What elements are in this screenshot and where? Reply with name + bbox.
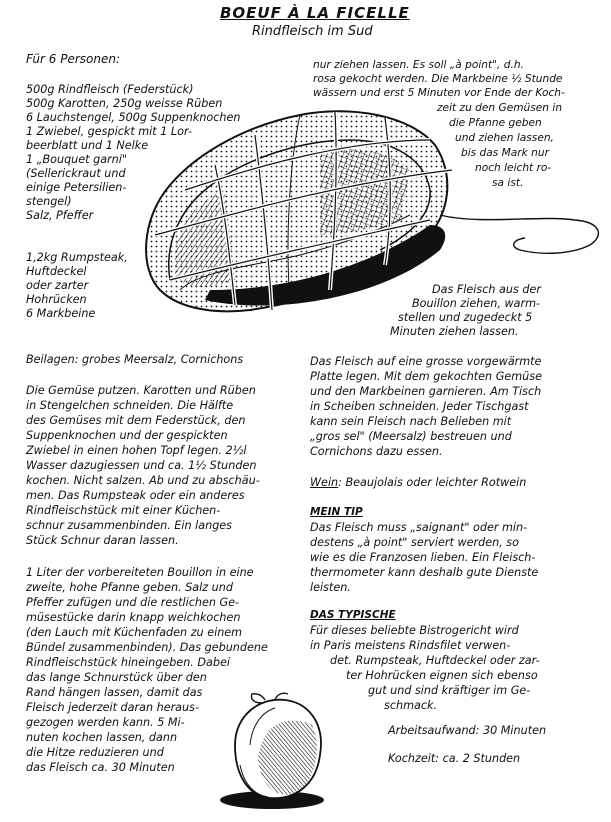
text-line: Wasser dazugiessen und ca. 1½ Stunden: [26, 459, 257, 472]
text-line: nur ziehen lassen. Es soll „à point", d.h.: [313, 59, 524, 71]
text-line: leisten.: [310, 581, 351, 594]
tip-heading: MEIN TIP: [310, 506, 363, 518]
text-line: stellen und zugedeckt 5: [398, 311, 533, 324]
text-line: Das Fleisch muss „saignant" oder min-: [310, 521, 528, 534]
ingredient-line: beerblatt und 1 Nelke: [26, 139, 149, 152]
text-line: Fleisch jederzeit daran heraus-: [26, 701, 199, 714]
text-line: Cornichons dazu essen.: [310, 445, 443, 458]
ingredient-line: einige Petersilien-: [26, 181, 127, 194]
text-line: wässern und erst 5 Minuten vor Ende der Koch-: [313, 87, 565, 99]
text-line: die Pfanne geben: [449, 117, 542, 129]
text-line: Stück Schnur daran lassen.: [26, 534, 179, 547]
text-line: schmack.: [384, 699, 438, 712]
text-line: Das Fleisch auf eine grosse vorgewärmte: [310, 355, 542, 368]
text-line: Die Gemüse putzen. Karotten und Rüben: [26, 384, 256, 397]
servings: Für 6 Personen:: [26, 52, 121, 66]
text-line: Pfeffer zufügen und die restlichen Ge-: [26, 596, 240, 609]
text-line: „gros sel" (Meersalz) bestreuen und: [310, 430, 512, 443]
text-line: bis das Mark nur: [461, 147, 549, 159]
text-line: destens „à point" serviert werden, so: [310, 536, 519, 549]
work-time-label: Arbeitsaufwand: [388, 724, 476, 737]
text-line: zweite, hohe Pfanne geben. Salz und: [26, 581, 233, 594]
wine-label: Wein: [310, 476, 339, 489]
text-line: des Gemüses mit dem Federstück, den: [26, 414, 246, 427]
typical-heading: DAS TYPISCHE: [310, 609, 396, 621]
text-line: schnur zusammenbinden. Ein langes: [26, 519, 233, 532]
ingredient-line: 6 Lauchstengel, 500g Suppenknochen: [26, 111, 241, 124]
ingredient-line: Huftdeckel: [26, 265, 87, 278]
text-line: zeit zu den Gemüsen in: [437, 102, 563, 114]
text-line: nuten kochen lassen, dann: [26, 731, 178, 744]
text-line: noch leicht ro-: [475, 162, 552, 174]
text-line: in Paris meistens Rindsfilet verwen-: [310, 639, 511, 652]
ingredient-line: Hohrücken: [26, 293, 87, 306]
text-line: (den Lauch mit Küchenfaden zu einem: [26, 626, 243, 639]
recipe-subtitle: Rindfleisch im Sud: [252, 24, 373, 39]
ingredient-line: 1,2kg Rumpsteak,: [26, 251, 128, 264]
text-line: Platte legen. Mit dem gekochten Gemüse: [310, 370, 542, 383]
text-line: und den Markbeinen garnieren. Am Tisch: [310, 385, 542, 398]
text-line: Das Fleisch aus der: [432, 283, 541, 296]
text-line: in Scheiben schneiden. Jeder Tischgast: [310, 400, 529, 413]
cook-time-value: : ca. 2 Stunden: [435, 752, 521, 765]
text-line: det. Rumpsteak, Huftdeckel oder zar-: [330, 654, 540, 667]
text-line: Für dieses beliebte Bistrogericht wird: [310, 624, 519, 637]
ingredient-line: 1 „Bouquet garni": [26, 153, 127, 166]
text-line: gut und sind kräftiger im Ge-: [368, 684, 531, 697]
text-line: thermometer kann deshalb gute Dienste: [310, 566, 539, 579]
text-line: in Stengelchen schneiden. Die Hälfte: [26, 399, 234, 412]
text-line: Rindfleischstück hineingeben. Dabei: [26, 656, 230, 669]
text-line: und ziehen lassen,: [455, 132, 554, 144]
work-time-value: : 30 Minuten: [475, 724, 547, 737]
text-line: das Fleisch ca. 30 Minuten: [26, 761, 175, 774]
side-dishes: Beilagen: grobes Meersalz, Cornichons: [26, 353, 244, 366]
text-line: Minuten ziehen lassen.: [390, 325, 519, 338]
cook-time-label: Kochzeit: [388, 752, 436, 765]
wine-text: : Beaujolais oder leichter Rotwein: [338, 476, 527, 489]
ingredient-line: Salz, Pfeffer: [26, 209, 94, 222]
text-line: kochen. Nicht salzen. Ab und zu abschäu-: [26, 474, 260, 487]
text-line: kann sein Fleisch nach Belieben mit: [310, 415, 512, 428]
ingredient-line: 500g Karotten, 250g weisse Rüben: [26, 97, 223, 110]
text-line: men. Das Rumpsteak oder ein anderes: [26, 489, 245, 502]
text-line: Rand hängen lassen, damit das: [26, 686, 203, 699]
ingredient-line: oder zarter: [26, 279, 89, 292]
text-line: müsestücke darin knapp weichkochen: [26, 611, 241, 624]
text-line: die Hitze reduzieren und: [26, 746, 164, 759]
text-line: ter Hohrücken eignen sich ebenso: [346, 669, 538, 682]
text-line: Rindfleischstück mit einer Küchen-: [26, 504, 221, 517]
text-line: Bouillon ziehen, warm-: [412, 297, 541, 310]
ingredient-line: (Sellerickraut und: [26, 167, 126, 180]
text-line: gezogen werden kann. 5 Mi-: [26, 716, 185, 729]
text-line: rosa gekocht werden. Die Markbeine ½ Stunde: [313, 73, 563, 85]
text-line: 1 Liter der vorbereiteten Bouillon in eine: [26, 566, 254, 579]
ingredient-line: 6 Markbeine: [26, 307, 96, 320]
text-line: Zwiebel in einen hohen Topf legen. 2½l: [26, 444, 247, 457]
text-line: das lange Schnurstück über den: [26, 671, 207, 684]
ingredient-line: stengel): [26, 195, 72, 208]
text-line: Suppenknochen und der gespickten: [26, 429, 228, 442]
recipe-title: BOEUF À LA FICELLE: [220, 4, 410, 22]
text-line: sa ist.: [492, 177, 524, 189]
text-line: Bündel zusammenbinden). Das gebundene: [26, 641, 268, 654]
ingredient-line: 500g Rindfleisch (Federstück): [26, 83, 194, 96]
text-line: wie es die Franzosen lieben. Ein Fleisch-: [310, 551, 536, 564]
ingredient-line: 1 Zwiebel, gespickt mit 1 Lor-: [26, 125, 193, 138]
